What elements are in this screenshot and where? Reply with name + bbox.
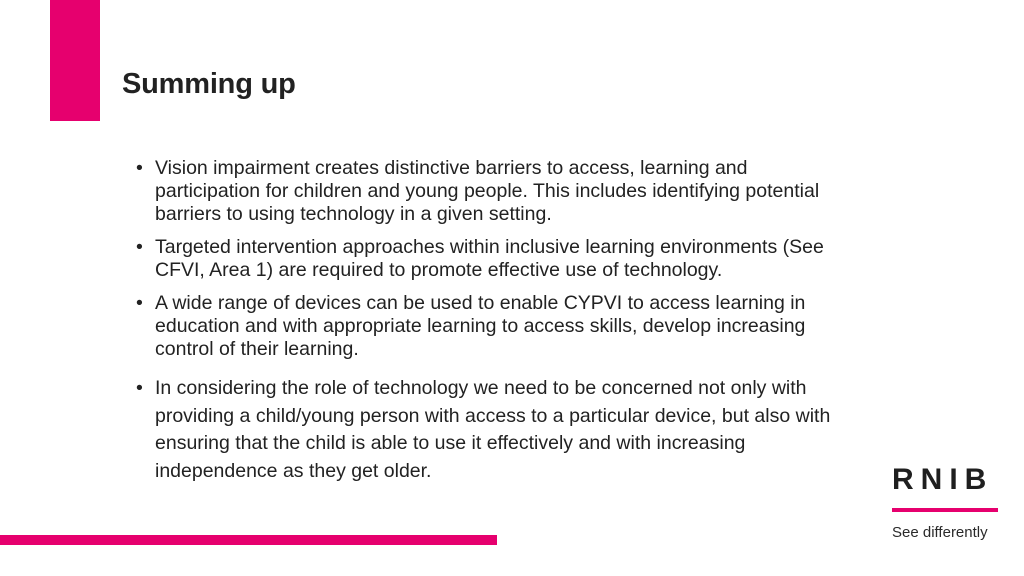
logo-wordmark: RNIB <box>892 463 994 496</box>
logo-tagline: See differently <box>892 524 988 541</box>
footer-accent-bar <box>0 535 497 545</box>
accent-block <box>50 0 100 121</box>
bullet-item: • In considering the role of technology we need to be concerned not only with providing a child/young person with access to a particular device, but also with ensuring that the child is able to use it effectively and with increasing independence as they get older. <box>155 375 855 485</box>
bullet-item: • Vision impairment creates distinctive barriers to access, learning and participation for children and young people. This includes identifying potential barriers to using technology in a given setting. <box>155 157 855 226</box>
logo-rule <box>892 508 998 512</box>
rnib-logo <box>892 462 998 541</box>
bullet-item: • A wide range of devices can be used to enable CYPVI to access learning in education and with appropriate learning to access skills, develop increasing control of their learning. <box>155 292 855 361</box>
bullet-list <box>155 157 855 485</box>
bullet-item: • Targeted intervention approaches within inclusive learning environments (See CFVI, Area 1) are required to promote effective use of technology. <box>155 236 855 282</box>
slide-title: Summing up <box>122 68 296 100</box>
